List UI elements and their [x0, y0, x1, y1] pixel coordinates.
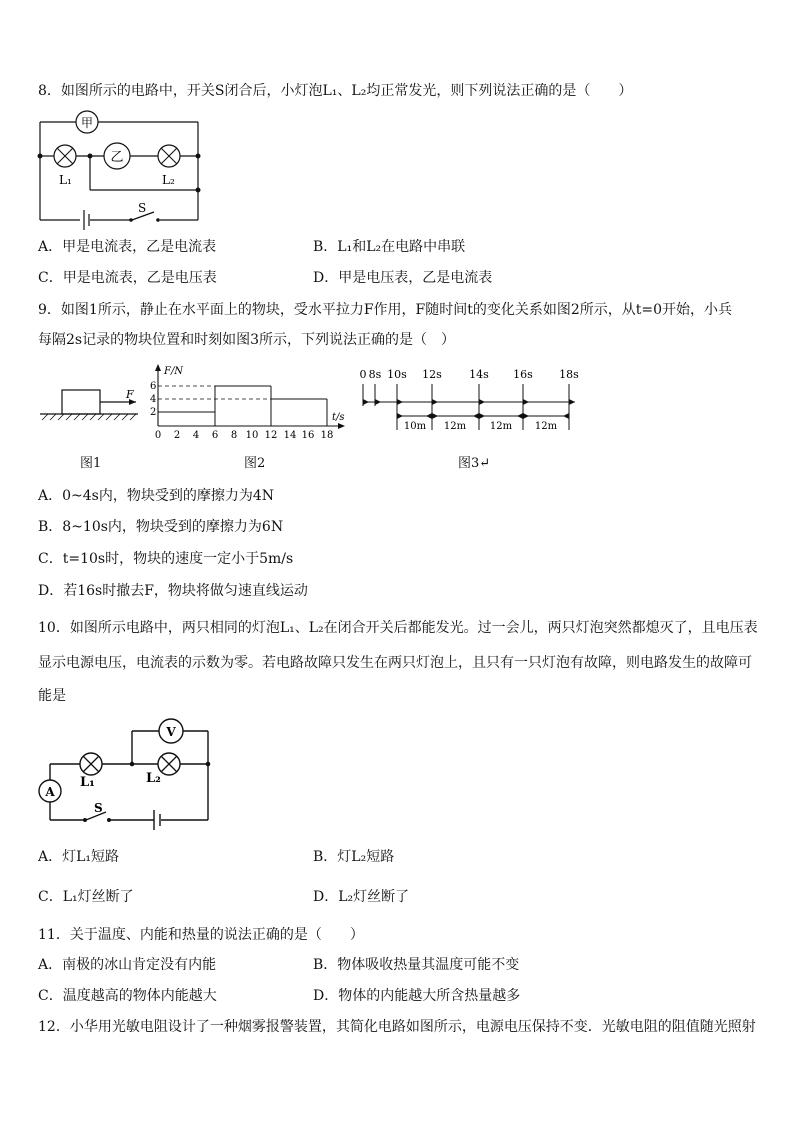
q9-fig3-position-timeline	[355, 366, 587, 438]
fig3-caption: 图3↵	[458, 456, 491, 471]
fig2-xtick: 0	[154, 430, 162, 441]
fig2-ytick: 6	[150, 381, 157, 392]
q8-option-d[interactable]: D．甲是电压表，乙是电流表	[313, 270, 493, 286]
fig2-ylabel: F/N	[164, 366, 184, 377]
fig2-xtick: 18	[320, 430, 334, 441]
fig3-time: 14s	[469, 368, 489, 381]
q11-stem: 11．关于温度、内能和热量的说法正确的是（ ）	[38, 927, 364, 943]
fig2-ytick: 2	[150, 407, 157, 418]
fig2-xlabel: t/s	[332, 412, 345, 423]
q10-circuit-diagram	[36, 712, 216, 834]
fig3-time: 8s	[368, 368, 382, 381]
q8-circuit-diagram	[34, 106, 206, 230]
fig3-distance: 12m	[489, 421, 513, 432]
q10-option-d[interactable]: D．L₂灯丝断了	[313, 889, 410, 905]
q11-option-d[interactable]: D．物体的内能越大所含热量越多	[313, 988, 521, 1004]
fig3-distance: 10m	[403, 421, 427, 432]
q10-stem-line2: 显示电源电压，电流表的示数为零。若电路故障只发生在两只灯泡上，且只有一只灯泡有故障，则电路发生的故障可	[38, 655, 752, 671]
label-s: S	[138, 201, 147, 215]
fig2-xtick: 16	[301, 430, 315, 441]
fig3-distance: 12m	[534, 421, 558, 432]
force-label: F	[126, 388, 134, 401]
label-jia: 甲	[80, 116, 94, 130]
fig3-time: 16s	[513, 368, 533, 381]
fig1-caption: 图1	[80, 456, 102, 471]
fig2-xtick: 4	[192, 430, 200, 441]
label-a: A	[45, 785, 55, 799]
q8-option-b[interactable]: B．L₁和L₂在电路中串联	[313, 239, 466, 255]
fig3-time: 18s	[559, 368, 579, 381]
fig2-caption: 图2	[244, 456, 266, 471]
q8-option-a[interactable]: A．甲是电流表，乙是电流表	[38, 239, 217, 255]
fig3-time: 10s	[387, 368, 407, 381]
q11-option-b[interactable]: B．物体吸收热量其温度可能不变	[313, 957, 520, 973]
q9-option-d[interactable]: D．若16s时撤去F，物块将做匀速直线运动	[38, 583, 308, 599]
fig2-xtick: 14	[283, 430, 297, 441]
label-l1: L₁	[80, 775, 95, 790]
q11-option-c[interactable]: C．温度越高的物体内能越大	[38, 988, 217, 1004]
label-s: S	[94, 801, 103, 815]
label-l2: L₂	[162, 173, 175, 187]
q9-option-b[interactable]: B．8~10s内，物块受到的摩擦力为6N	[38, 519, 284, 535]
q8-option-c[interactable]: C．甲是电流表，乙是电压表	[38, 270, 217, 286]
q9-option-a[interactable]: A．0~4s内，物块受到的摩擦力为4N	[38, 488, 274, 504]
q9-fig1-block	[38, 384, 142, 428]
fig2-xtick: 6	[211, 430, 219, 441]
label-yi: 乙	[110, 150, 124, 165]
fig2-ytick: 4	[150, 394, 157, 405]
fig3-time: 0	[359, 368, 367, 381]
q10-option-a[interactable]: A．灯L₁短路	[38, 849, 120, 865]
label-l2: L₂	[146, 771, 161, 786]
fig2-xtick: 10	[245, 430, 259, 441]
q11-option-a[interactable]: A．南极的冰山肯定没有内能	[38, 957, 217, 973]
q9-option-c[interactable]: C．t=10s时，物块的速度一定小于5m/s	[38, 551, 294, 567]
fig3-distance: 12m	[443, 421, 467, 432]
fig2-xtick: 12	[264, 430, 278, 441]
q9-stem-line2: 每隔2s记录的物块位置和时刻如图3所示，下列说法正确的是（ ）	[38, 332, 455, 348]
q10-stem-line1: 10．如图所示电路中，两只相同的灯泡L₁、L₂在闭合开关后都能发光。过一会儿，两只灯泡突然都熄灭了，且电压表	[38, 620, 758, 636]
fig3-time: 12s	[422, 368, 442, 381]
q10-option-b[interactable]: B．灯L₂短路	[313, 849, 395, 865]
fig2-xtick: 2	[173, 430, 181, 441]
fig2-xtick: 8	[230, 430, 238, 441]
q10-option-c[interactable]: C．L₁灯丝断了	[38, 889, 134, 905]
q9-fig2-force-time-graph	[140, 362, 350, 442]
q10-stem-line3: 能是	[38, 688, 66, 704]
q8-stem: 8．如图所示的电路中，开关S闭合后，小灯泡L₁、L₂均正常发光，则下列说法正确的是（ ）	[38, 83, 633, 99]
q9-stem-line1: 9．如图1所示，静止在水平面上的物块，受水平拉力F作用，F随时间t的变化关系如图2所示，从t=0开始，小兵	[38, 302, 733, 318]
label-v: V	[166, 725, 176, 739]
q12-stem: 12．小华用光敏电阻设计了一种烟雾报警装置，其简化电路如图所示，电源电压保持不变．光敏电阻的阻值随光照射	[38, 1019, 756, 1035]
label-l1: L₁	[59, 173, 72, 187]
